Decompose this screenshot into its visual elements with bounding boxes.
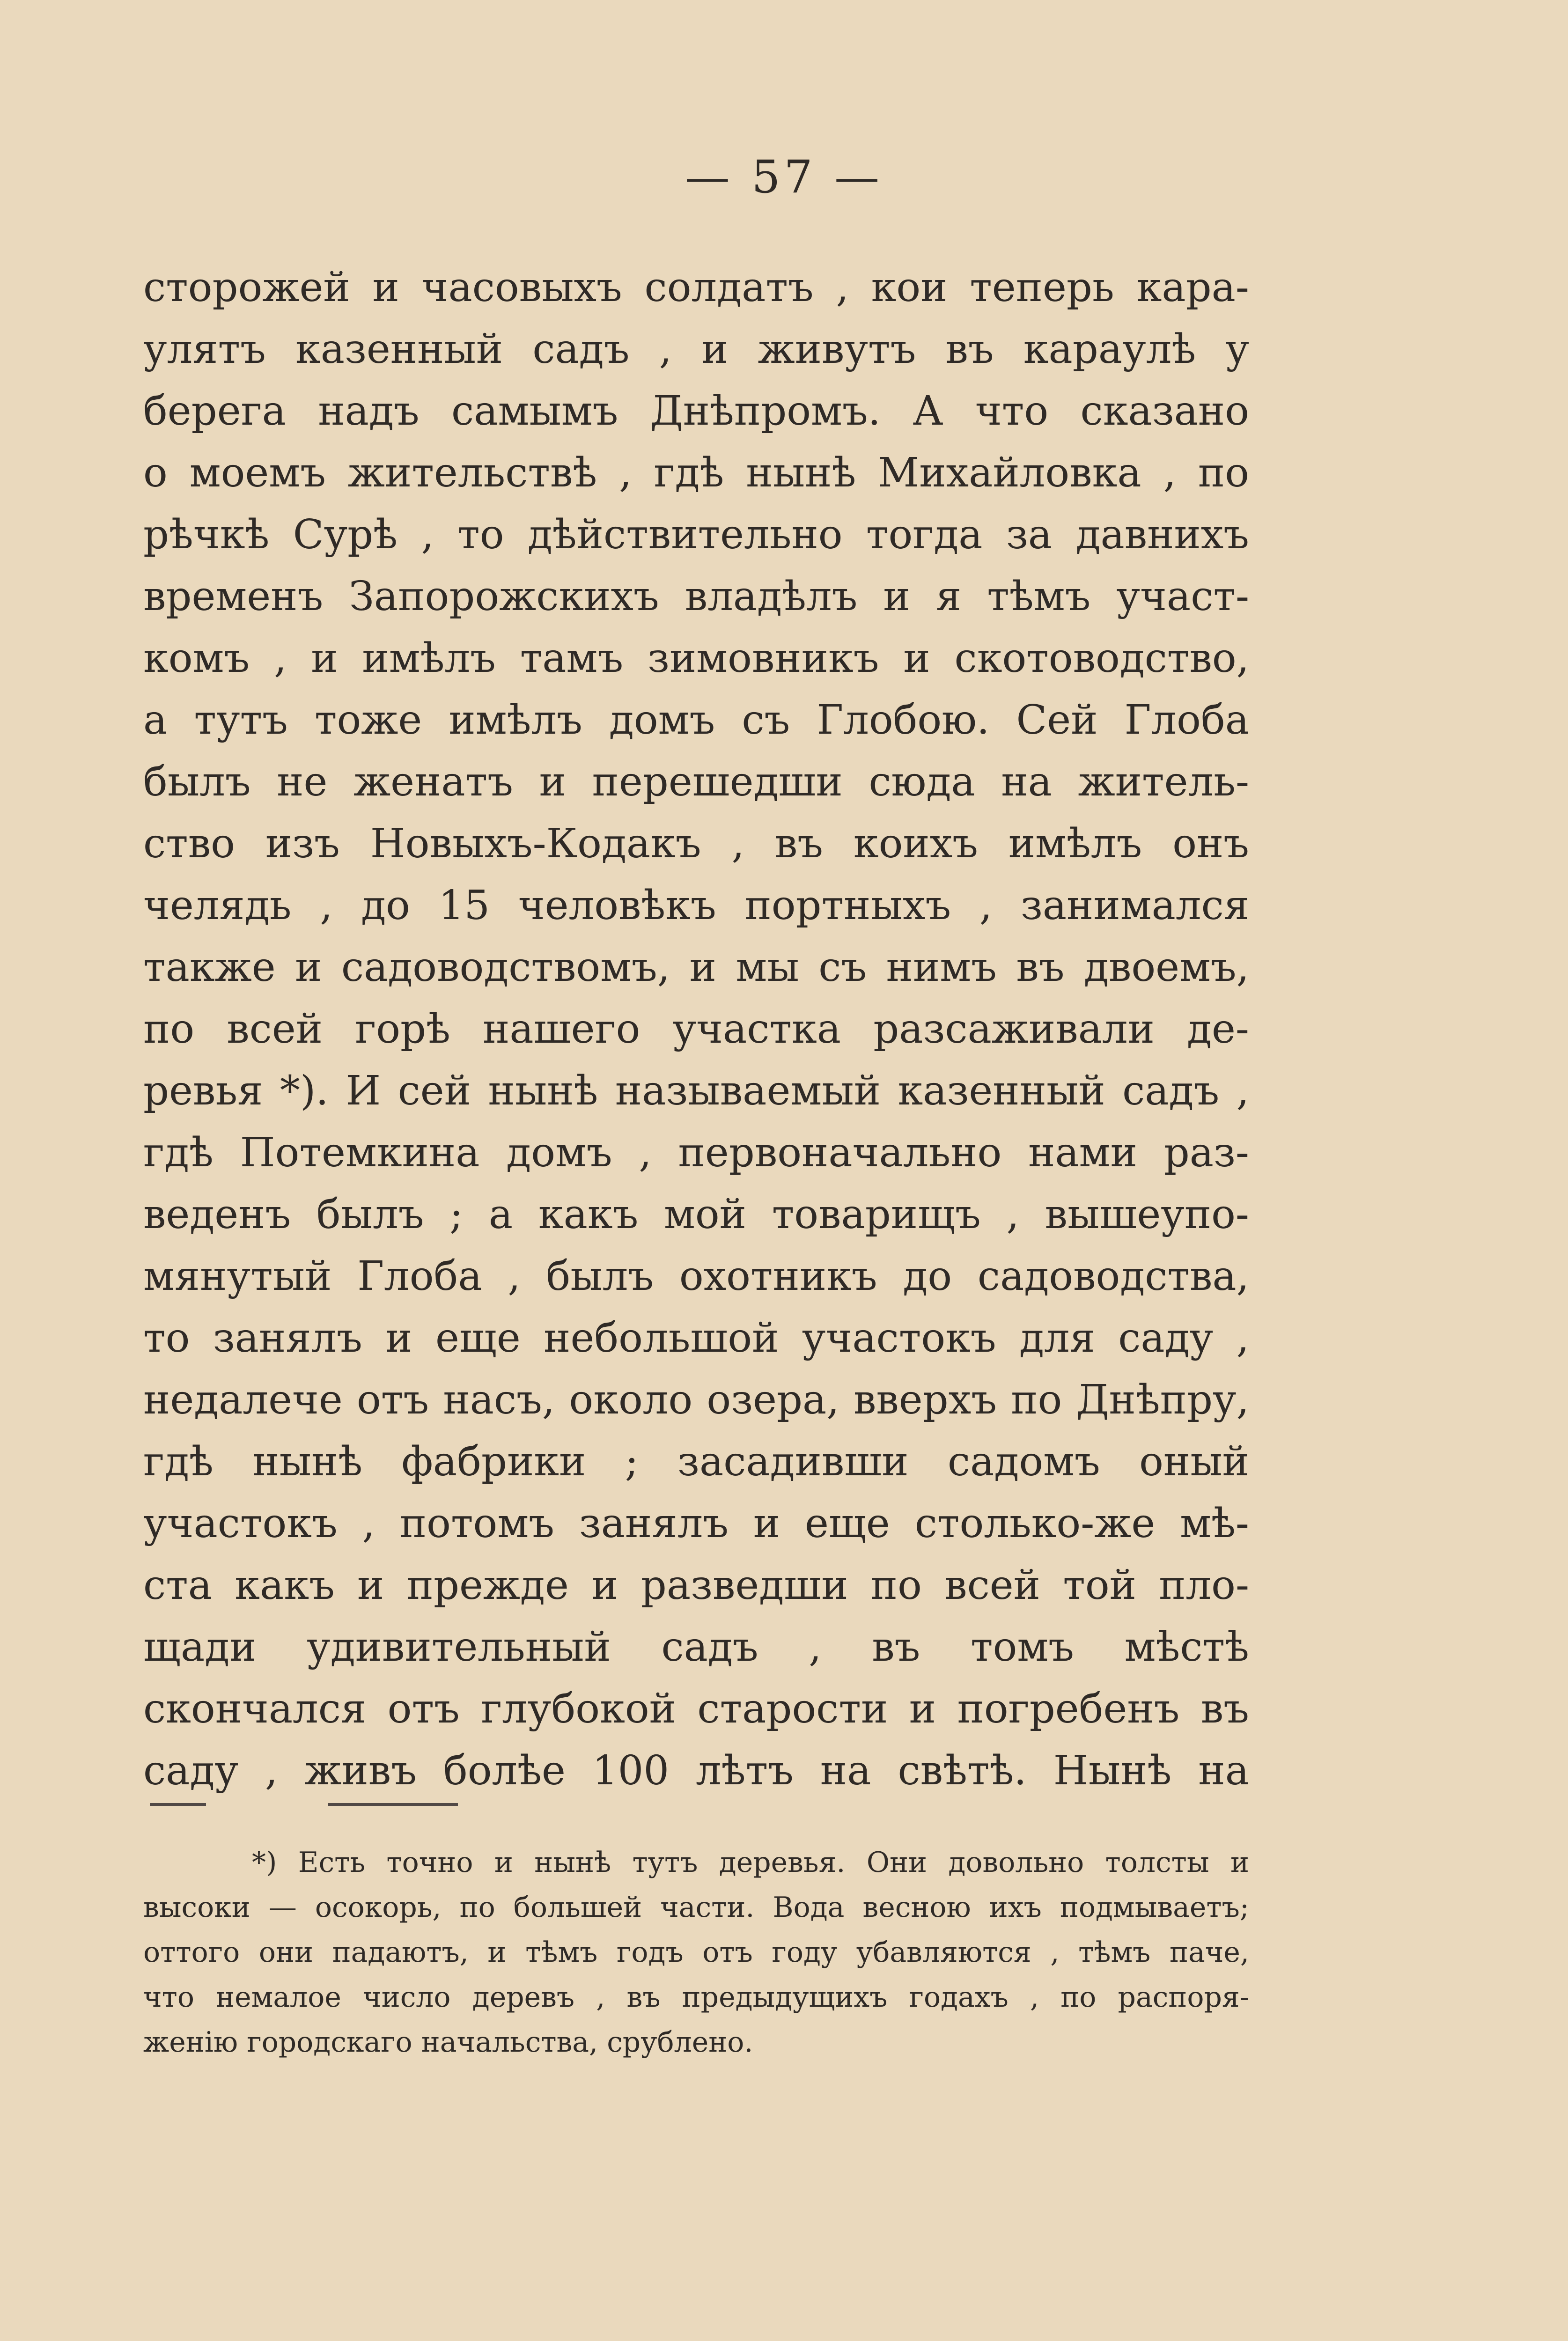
- footnote-line: что немалое число деревъ , въ предыдущихъ годахъ , по распоря-: [143, 1981, 1249, 2014]
- footnote-line: высоки — осокорь, по большей части. Вода весною ихъ подмываетъ;: [143, 1891, 1249, 1924]
- footnote-rule-long: [328, 1803, 458, 1806]
- main-text-line: а тутъ тоже имѣлъ домъ съ Глобою. Сей Глоба: [143, 697, 1249, 744]
- page-number: — 57 —: [685, 151, 883, 203]
- footnote-line: оттого они падаютъ, и тѣмъ годъ отъ году убавляются , тѣмъ паче,: [143, 1936, 1249, 1969]
- main-text-line: гдѣ нынѣ фабрики ; засадивши садомъ оный: [143, 1438, 1249, 1485]
- main-text-line: о моемъ жительствѣ , гдѣ нынѣ Михайловка , по: [143, 449, 1249, 496]
- main-text-line: ста какъ и прежде и разведши по всей той пло-: [143, 1562, 1249, 1609]
- main-text-line: то занялъ и еще небольшой участокъ для саду ,: [143, 1315, 1249, 1362]
- main-text-line: по всей горѣ нашего участка разсаживали де-: [143, 1006, 1249, 1053]
- main-text-line: комъ , и имѣлъ тамъ зимовникъ и скотоводство,: [143, 635, 1249, 682]
- main-text-line: мянутый Глоба , былъ охотникъ до садоводства,: [143, 1253, 1249, 1300]
- footnote-line: женію городскаго начальства, срублено.: [143, 2026, 753, 2059]
- main-text-line: ство изъ Новыхъ-Кодакъ , въ коихъ имѣлъ онъ: [143, 820, 1249, 867]
- footnote: [143, 1840, 1249, 2065]
- main-text-line: временъ Запорожскихъ владѣлъ и я тѣмъ участ-: [143, 573, 1249, 620]
- main-text-line: гдѣ Потемкина домъ , первоначально нами раз-: [143, 1129, 1249, 1176]
- main-text-line: щади удивительный садъ , въ томъ мѣстѣ: [143, 1624, 1249, 1671]
- main-text-line: саду , живъ болѣе 100 лѣтъ на свѣтѣ. Нынѣ на: [143, 1747, 1249, 1794]
- main-text-line: участокъ , потомъ занялъ и еще столько-же мѣ-: [143, 1500, 1249, 1547]
- footnote-line: *) Есть точно и нынѣ тутъ деревья. Они довольно толсты и: [252, 1846, 1249, 1879]
- main-text-line: веденъ былъ ; а какъ мой товарищъ , вышеупо-: [143, 1191, 1249, 1238]
- main-text-line: рѣчкѣ Сурѣ , то дѣйствительно тогда за давнихъ: [143, 511, 1249, 558]
- footnote-rule-short: [150, 1803, 206, 1806]
- main-text-line: берега надъ самымъ Днѣпромъ. А что сказано: [143, 388, 1249, 434]
- main-text: [143, 257, 1249, 1802]
- main-text-line: челядь , до 15 человѣкъ портныхъ , занимался: [143, 882, 1249, 929]
- main-text-line: былъ не женатъ и перешедши сюда на житель-: [143, 758, 1249, 805]
- main-text-line: сторожей и часовыхъ солдатъ , кои теперь кара-: [143, 264, 1249, 311]
- main-text-line: улятъ казенный садъ , и живутъ въ караулѣ у: [143, 326, 1249, 373]
- main-text-line: недалече отъ насъ, около озера, вверхъ по Днѣпру,: [143, 1377, 1249, 1423]
- main-text-line: скончался отъ глубокой старости и погребенъ въ: [143, 1686, 1249, 1732]
- main-text-line: также и садоводствомъ, и мы съ нимъ въ двоемъ,: [143, 944, 1249, 991]
- main-text-line: ревья *). И сей нынѣ называемый казенный садъ ,: [143, 1067, 1249, 1114]
